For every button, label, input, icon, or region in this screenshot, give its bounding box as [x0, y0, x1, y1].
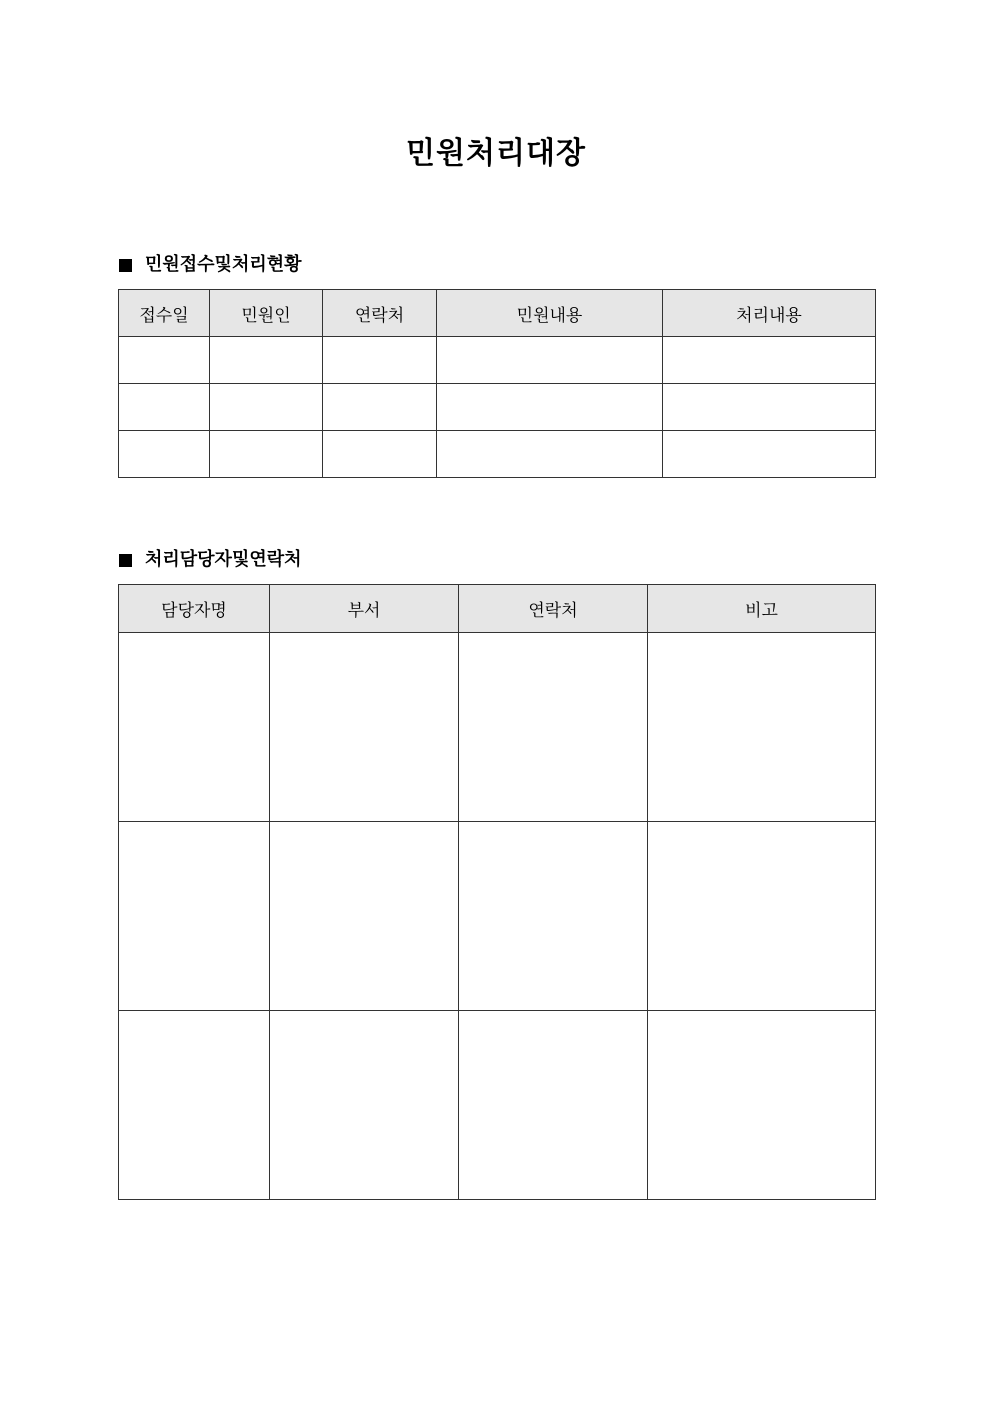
staff-contacts-table: [118, 584, 876, 1200]
column-header-department: 부서: [270, 585, 459, 633]
table-row: [119, 384, 876, 431]
table-row: [119, 633, 876, 822]
column-header-contact: 연락처: [459, 585, 648, 633]
table-row: [119, 1011, 876, 1200]
table-cell[interactable]: [663, 431, 876, 478]
table-cell[interactable]: [119, 337, 210, 384]
section-heading-label: 처리담당자및연락처: [145, 549, 302, 570]
table-cell[interactable]: [119, 384, 210, 431]
table-row: [119, 431, 876, 478]
complaint-status-table: [118, 289, 876, 478]
table-cell[interactable]: [270, 633, 459, 822]
table-cell[interactable]: [210, 384, 323, 431]
table-cell[interactable]: [459, 1011, 648, 1200]
table-cell[interactable]: [437, 337, 663, 384]
column-header-remarks: 비고: [648, 585, 876, 633]
column-header-complaint-content: 민원내용: [437, 290, 663, 337]
column-header-contact: 연락처: [323, 290, 437, 337]
table-cell[interactable]: [437, 384, 663, 431]
table-cell[interactable]: [663, 384, 876, 431]
table-cell[interactable]: [648, 633, 876, 822]
table-cell[interactable]: [119, 431, 210, 478]
table-cell[interactable]: [459, 822, 648, 1011]
table-cell[interactable]: [323, 337, 437, 384]
column-header-processing-content: 처리내용: [663, 290, 876, 337]
column-header-receipt-date: 접수일: [119, 290, 210, 337]
table-header-row: [119, 290, 876, 337]
table-row: [119, 337, 876, 384]
table-cell[interactable]: [270, 1011, 459, 1200]
section-heading-complaint-status: [119, 253, 302, 277]
table-cell[interactable]: [459, 633, 648, 822]
table-cell[interactable]: [437, 431, 663, 478]
document-title: 민원처리대장: [406, 136, 586, 171]
column-header-complainant: 민원인: [210, 290, 323, 337]
table-row: [119, 822, 876, 1011]
table-header-row: [119, 585, 876, 633]
table-cell[interactable]: [648, 822, 876, 1011]
table-cell[interactable]: [119, 822, 270, 1011]
square-bullet-icon: [119, 554, 132, 567]
table-cell[interactable]: [119, 633, 270, 822]
section-heading-staff-contacts: [119, 548, 302, 572]
table-cell[interactable]: [210, 431, 323, 478]
column-header-staff-name: 담당자명: [119, 585, 270, 633]
table-cell[interactable]: [270, 822, 459, 1011]
table-cell[interactable]: [323, 384, 437, 431]
table-cell[interactable]: [323, 431, 437, 478]
table-cell[interactable]: [119, 1011, 270, 1200]
table-cell[interactable]: [663, 337, 876, 384]
table-cell[interactable]: [648, 1011, 876, 1200]
table-cell[interactable]: [210, 337, 323, 384]
square-bullet-icon: [119, 259, 132, 272]
section-heading-label: 민원접수및처리현황: [145, 254, 302, 275]
